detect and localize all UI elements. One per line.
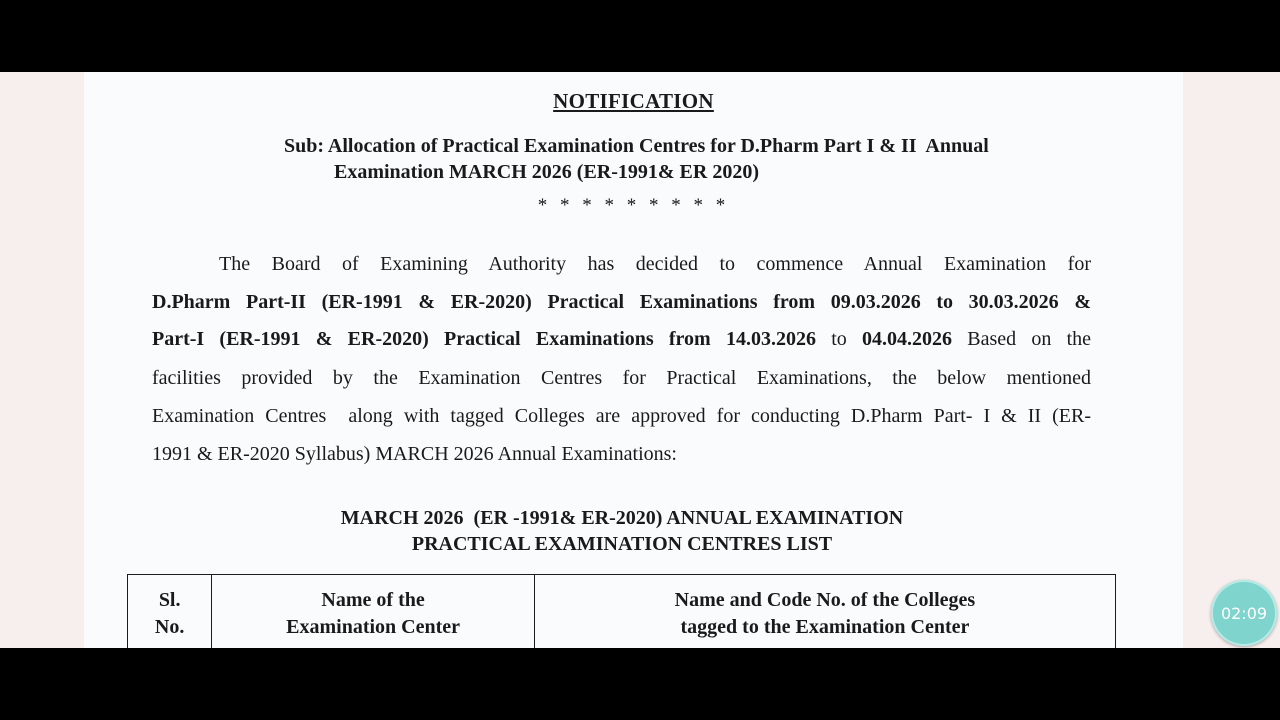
paragraph-line-3 — [152, 328, 1091, 351]
paragraph-line-5: Examination Centres along with tagged Colleges are approved for conducting D.Pharm Part- I & II (ER- — [152, 405, 1091, 427]
video-letterbox-top — [0, 0, 1280, 72]
paragraph-line-6: 1991 & ER-2020 Syllabus) MARCH 2026 Annual Examinations: — [152, 443, 677, 465]
header-sl-no — [128, 575, 212, 649]
list-title-line-2: PRACTICAL EXAMINATION CENTRES LIST — [411, 533, 833, 555]
separator-stars: * * * * * * * * * — [537, 195, 730, 216]
subject-line-1: Sub: Allocation of Practical Examination Centres for D.Pharm Part I & II Annual — [284, 135, 989, 157]
table-header-row — [128, 575, 1116, 649]
header-tagged-colleges-line-1: Name and Code No. of the Colleges — [674, 589, 976, 611]
paragraph-line-1: The Board of Examining Authority has decided to commence Annual Examination for — [219, 253, 1091, 275]
document-page — [84, 72, 1183, 648]
subject-line-2: Examination MARCH 2026 (ER-1991& ER 2020) — [334, 161, 759, 183]
header-exam-center-line-1: Name of the — [321, 589, 425, 611]
header-tagged-colleges — [534, 575, 1115, 649]
paragraph-line-2: D.Pharm Part-II (ER-1991 & ER-2020) Practical Examinations from 09.03.2026 to 30.03.2026 & — [152, 291, 1091, 313]
paragraph-line-3-rest: Based on the — [967, 328, 1092, 350]
header-sl-no-line-1: Sl. — [158, 589, 181, 611]
centres-table — [127, 574, 1116, 648]
video-letterbox-bottom — [0, 648, 1280, 720]
header-exam-center-line-2: Examination Center — [286, 616, 461, 638]
elapsed-time-badge[interactable]: 02:09 — [1211, 580, 1277, 646]
paragraph-line-3-date: 04.04.2026 — [862, 328, 952, 350]
paragraph-line-4: facilities provided by the Examination Centres for Practical Examinations, the below mentioned — [152, 367, 1091, 389]
paragraph-line-3-bold: Part-I (ER-1991 & ER-2020) Practical Examinations from 14.03.2026 — [152, 328, 816, 350]
notification-heading: NOTIFICATION — [553, 89, 714, 113]
paragraph-line-3-to: to — [831, 328, 847, 350]
video-frame — [0, 72, 1280, 648]
list-title-line-1: MARCH 2026 (ER -1991& ER-2020) ANNUAL EXAMINATION — [340, 507, 904, 529]
header-tagged-colleges-line-2: tagged to the Examination Center — [680, 616, 970, 638]
header-exam-center — [212, 575, 535, 649]
header-sl-no-line-2: No. — [154, 616, 185, 638]
